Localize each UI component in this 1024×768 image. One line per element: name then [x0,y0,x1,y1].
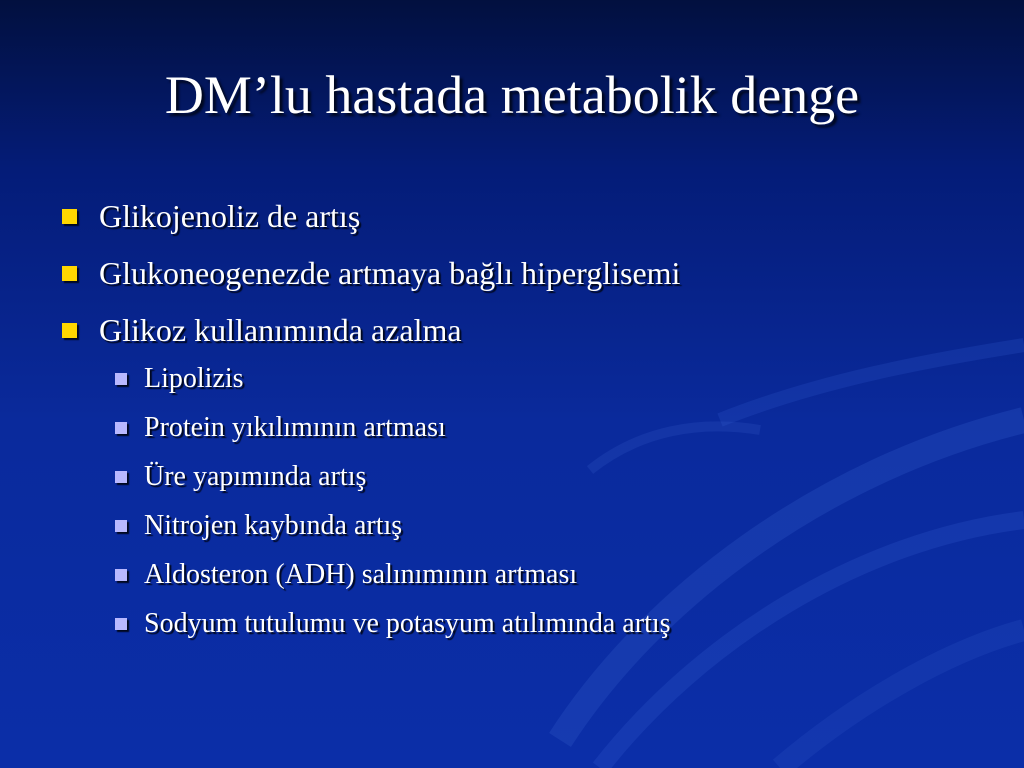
square-bullet-icon [115,373,127,385]
sub-bullet-text: Nitrojen kaybında artış [144,509,403,541]
sub-bullet-item [62,599,1002,648]
square-bullet-icon [62,323,77,338]
bullet-item [62,245,1002,302]
sub-bullet-text: Sodyum tutulumu ve potasyum atılımında artış [144,607,671,639]
sub-bullet-text: Aldosteron (ADH) salınımının artması [144,558,578,590]
bullet-text: Glikojenoliz de artış [99,198,361,234]
sub-bullet-text: Protein yıkılımının artması [144,411,446,443]
sub-bullet-item [62,403,1002,452]
square-bullet-icon [115,422,127,434]
square-bullet-icon [62,266,77,281]
bullet-text: Glikoz kullanımında azalma [99,312,462,348]
bullet-item [62,188,1002,245]
bullet-item [62,302,1002,359]
sub-bullet-text: Üre yapımında artış [144,460,367,492]
square-bullet-icon [115,618,127,630]
sub-bullet-item [62,354,1002,403]
bullet-text: Glukoneogenezde artmaya bağlı hiperglisemi [99,255,681,291]
square-bullet-icon [115,471,127,483]
square-bullet-icon [115,569,127,581]
square-bullet-icon [62,209,77,224]
sub-bullet-text: Lipolizis [144,362,244,394]
sub-bullet-item [62,501,1002,550]
sub-bullet-item [62,452,1002,501]
slide-title: DM’lu hastada metabolik denge [164,65,860,125]
sub-bullet-item [62,550,1002,599]
bullet-list [62,188,1002,648]
square-bullet-icon [115,520,127,532]
